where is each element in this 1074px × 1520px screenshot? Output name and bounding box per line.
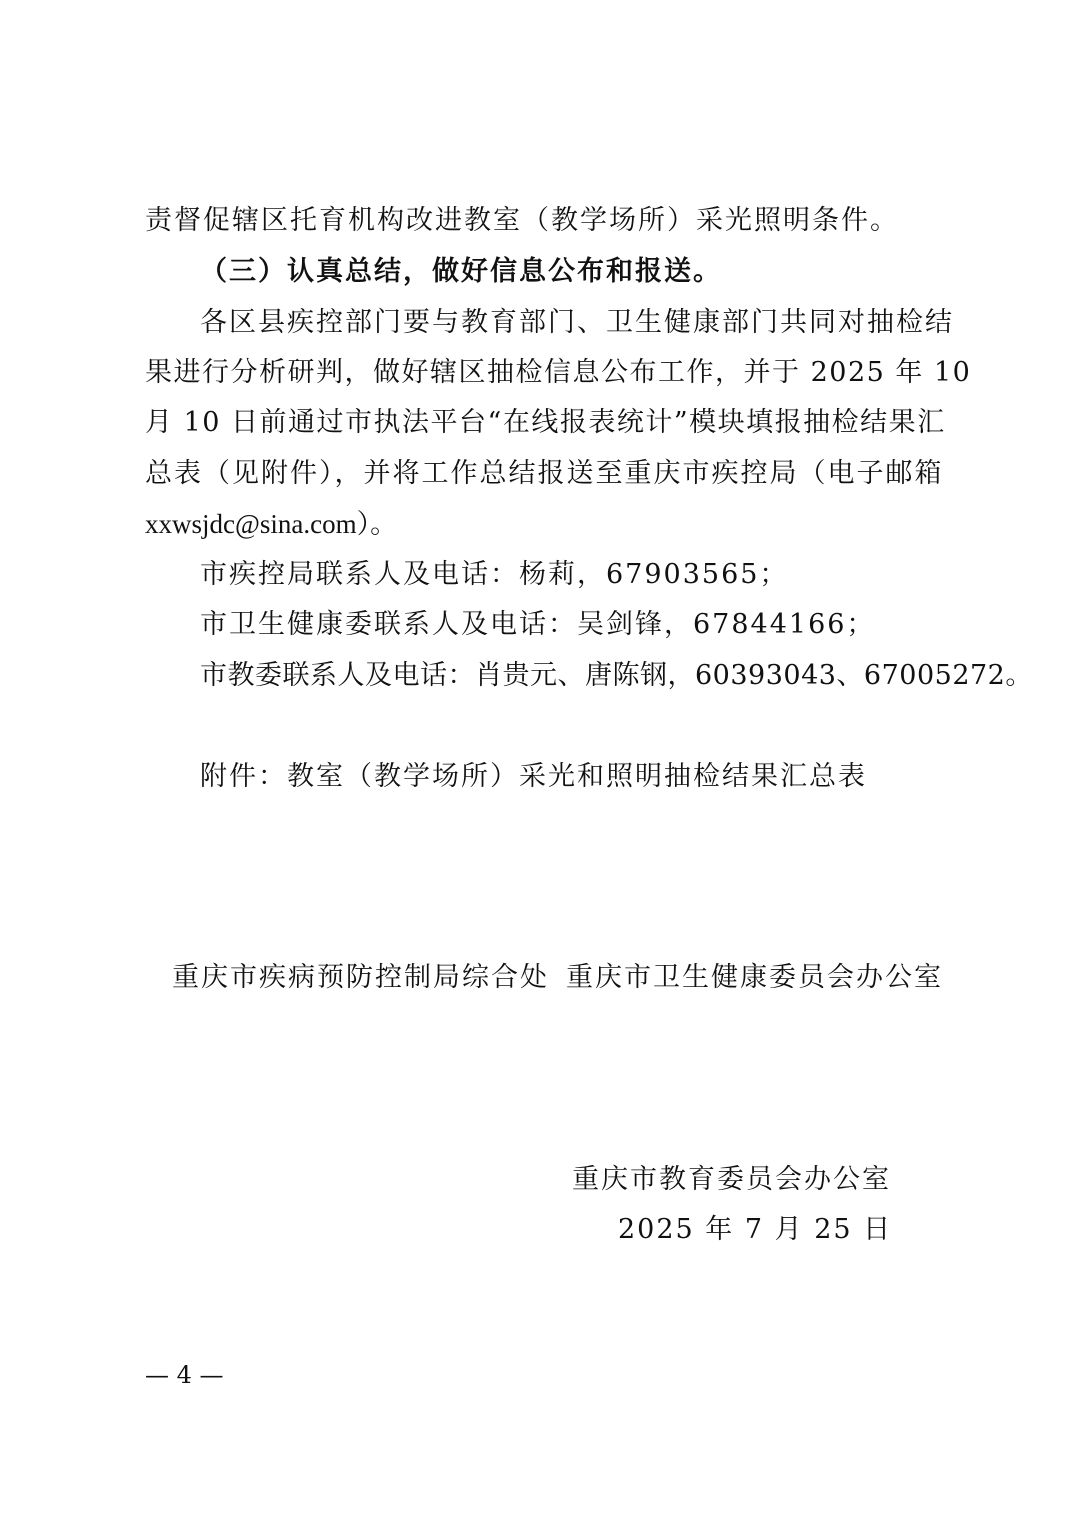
- signature-cdc-office: 重庆市疾病预防控制局综合处: [172, 962, 549, 993]
- contact-health-commission: 市卫生健康委联系人及电话：吴剑锋，67844166；: [200, 609, 876, 640]
- section-heading-3: （三）认真总结，做好信息公布和报送。: [200, 256, 722, 287]
- email-line: xxwsjdc@sina.com）。: [145, 509, 398, 539]
- page-number: — 4 —: [145, 1361, 224, 1389]
- body-line-1: 责督促辖区托育机构改进教室（教学场所）采光照明条件。: [145, 205, 899, 236]
- attachment-line: 附件：教室（教学场所）采光和照明抽检结果汇总表: [200, 761, 867, 792]
- paragraph-line-2: 果进行分析研判，做好辖区抽检信息公布工作，并于 2025 年 10: [145, 357, 972, 388]
- signature-education-office: 重庆市教育委员会办公室: [572, 1164, 891, 1195]
- contact-education-commission: 市教委联系人及电话：肖贵元、唐陈钢，60393043、67005272。: [200, 660, 1033, 691]
- signature-health-office: 重庆市卫生健康委员会办公室: [566, 962, 943, 993]
- contact-cdc: 市疾控局联系人及电话：杨莉，67903565；: [200, 559, 789, 590]
- paragraph-line-1: 各区县疾控部门要与教育部门、卫生健康部门共同对抽检结: [200, 307, 954, 338]
- paragraph-line-3: 月 10 日前通过市执法平台“在线报表统计”模块填报抽检结果汇: [145, 407, 946, 438]
- signature-date: 2025 年 7 月 25 日: [618, 1214, 893, 1245]
- paragraph-line-4: 总表（见附件），并将工作总结报送至重庆市疾控局（电子邮箱: [145, 458, 944, 489]
